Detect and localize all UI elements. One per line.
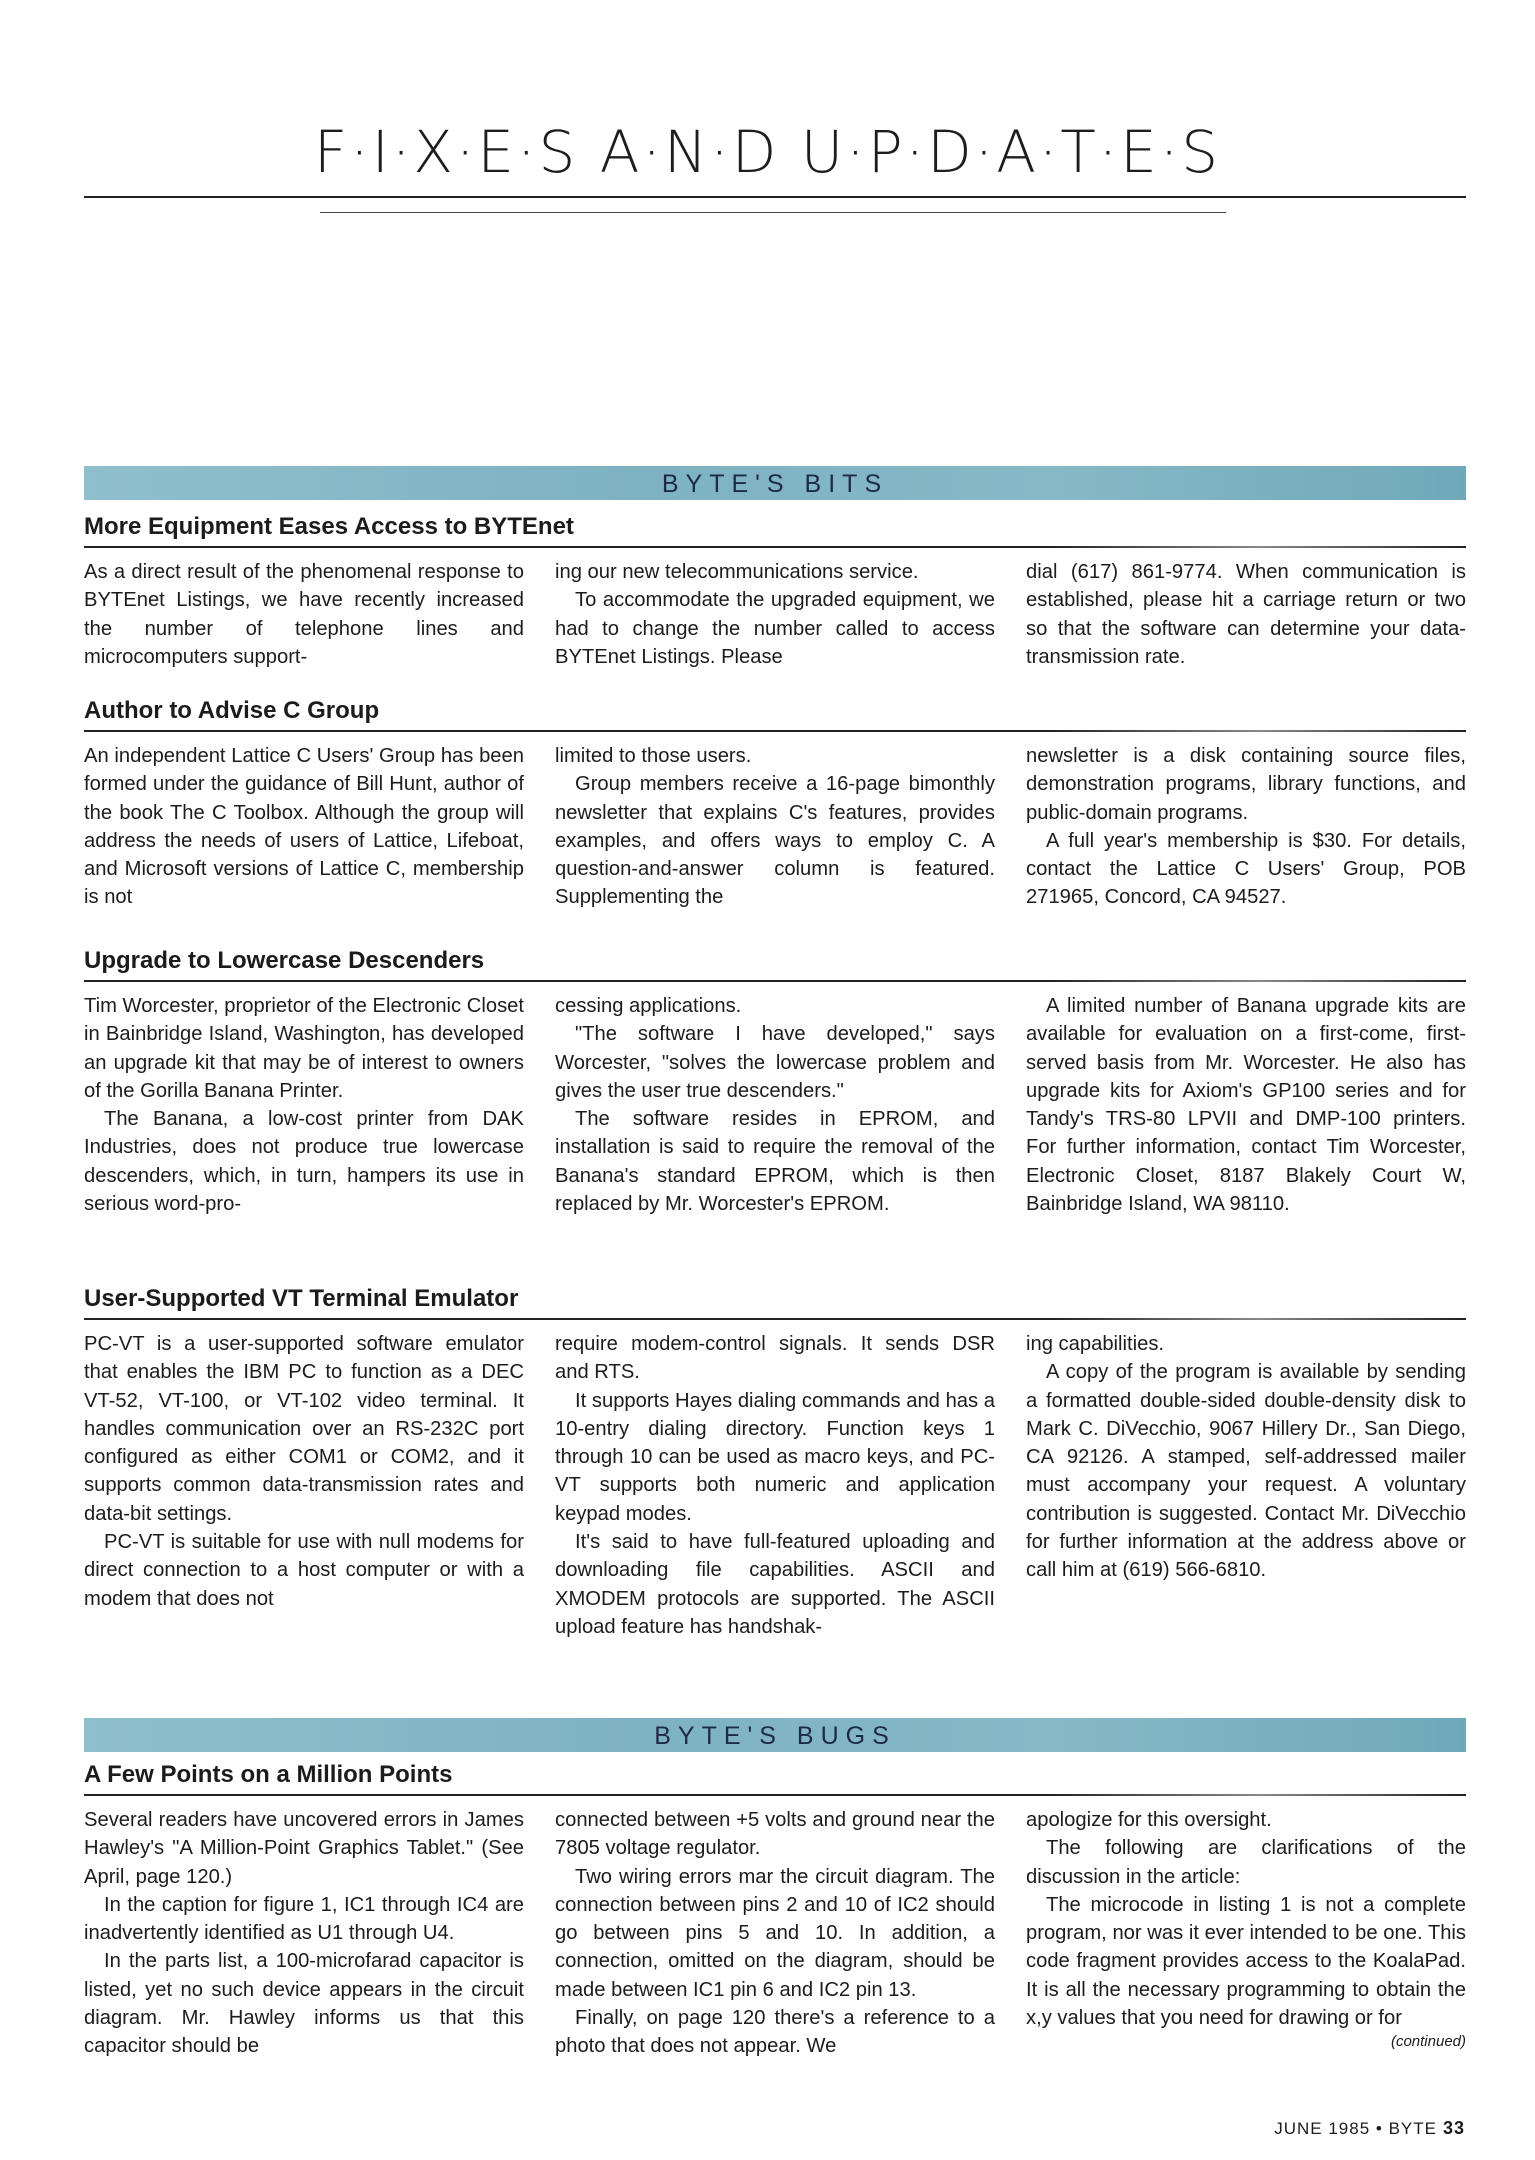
banner-label: BYTE'S BITS	[661, 470, 889, 498]
heading-rule	[84, 546, 1466, 548]
paragraph: connected between +5 volts and ground near the 7805 voltage regulator.	[555, 1809, 995, 1860]
article-columns	[84, 742, 1466, 912]
page-number: 33	[1442, 2118, 1465, 2138]
text-column	[555, 558, 995, 671]
title-rule	[84, 196, 1466, 198]
text-column	[555, 1330, 995, 1641]
page-footer	[1274, 2118, 1465, 2139]
text-column	[84, 992, 524, 1218]
paragraph: The following are clarifications of the discussion in the article:	[1026, 1837, 1466, 1888]
paragraph: To accommodate the upgraded equipment, we had to change the number called to access BYTEnet Listings. Please	[555, 589, 995, 668]
article-columns	[84, 992, 1466, 1218]
article-heading: Author to Advise C Group	[84, 697, 380, 724]
continued-note: (continued)	[1390, 2033, 1466, 2051]
paragraph: An independent Lattice C Users' Group has been formed under the guidance of Bill Hunt, author of the book The C Toolbox. Although the group will address the needs of users of Lattice, Lifeboat, and Microsoft versions of Lattice C, membership is not	[84, 745, 524, 909]
bytes-bugs-banner	[84, 1718, 1466, 1752]
paragraph: ing our new telecommunications service.	[555, 561, 919, 583]
article-bytenet	[84, 510, 1466, 671]
paragraph: Finally, on page 120 there's a reference to a photo that does not appear. We	[555, 2007, 995, 2058]
article-c-group	[84, 694, 1466, 912]
text-column	[555, 742, 995, 912]
heading-rule	[84, 1318, 1466, 1320]
paragraph: limited to those users.	[555, 745, 752, 767]
paragraph: Group members receive a 16-page bimonthly newsletter that explains C's features, provides examples, and offers ways to employ C. A question-and-answer column is featured. Supplementing the	[555, 773, 995, 909]
banner-label: BYTE'S BUGS	[654, 1722, 896, 1750]
heading-rule	[84, 1794, 1466, 1796]
page-title: F·I·X·E·S A·N·D U·P·D·A·T·E·S	[313, 118, 1222, 186]
text-column	[555, 992, 995, 1218]
paragraph: The software resides in EPROM, and installation is said to require the removal of the Banana's standard EPROM, which is then replaced by Mr. Worcester's EPROM.	[555, 1108, 995, 1216]
article-heading: A Few Points on a Million Points	[84, 1761, 453, 1788]
text-column	[84, 1806, 524, 2061]
paragraph: PC-VT is suitable for use with null modems for direct connection to a host computer or with a modem that does not	[84, 1531, 524, 1610]
paragraph: newsletter is a disk containing source files, demonstration programs, library functions, and public-domain programs.	[1026, 745, 1466, 824]
article-columns	[84, 1806, 1466, 2061]
text-column	[1026, 992, 1466, 1218]
article-heading: User-Supported VT Terminal Emulator	[84, 1285, 519, 1312]
article-million-points	[84, 1758, 1466, 2061]
text-column	[1026, 742, 1466, 912]
paragraph: The Banana, a low-cost printer from DAK Industries, does not produce true lowercase descenders, which, in turn, hampers its use in serious word-pro-	[84, 1108, 524, 1216]
text-column	[1026, 1330, 1466, 1641]
paragraph: As a direct result of the phenomenal response to BYTEnet Listings, we have recently increased the number of telephone lines and microcomputers support-	[84, 561, 524, 668]
paragraph: The microcode in listing 1 is not a complete program, nor was it ever intended to be one. This code fragment provides access to the KoalaPad. It is all the necessary programming to obtain the x,y values that you need for drawing or for	[1026, 1893, 1466, 2030]
title-subrule	[320, 212, 1226, 213]
footer-date: JUNE 1985 • BYTE	[1274, 2119, 1437, 2138]
paragraph: A full year's membership is $30. For details, contact the Lattice C Users' Group, POB 271965, Concord, CA 94527.	[1026, 829, 1466, 909]
paragraph: A copy of the program is available by sending a formatted double-sided double-density disk to Mark C. DiVecchio, 9067 Hillery Dr., San Diego, CA 92126. A stamped, self-addressed mailer must accompany your request. A voluntary contribution is suggested. Contact Mr. DiVecchio for further information at the address above or call him at (619) 566-6810.	[1026, 1361, 1466, 1582]
heading-rule	[84, 980, 1466, 982]
text-column	[84, 1330, 524, 1641]
paragraph: It's said to have full-featured uploading and downloading file capabilities. ASCII and XMODEM protocols are supported. The ASCII upload feature has handshak-	[555, 1531, 995, 1638]
paragraph: A limited number of Banana upgrade kits are available for evaluation on a first-come, first-served basis from Mr. Worcester. He also has upgrade kits for Axiom's GP100 series and for Tandy's TRS-80 LPVII and DMP-100 printers. For further information, contact Tim Worcester, Electronic Closet, 8187 Blakely Court W, Bainbridge Island, WA 98110.	[1026, 995, 1466, 1216]
paragraph: Tim Worcester, proprietor of the Electronic Closet in Bainbridge Island, Washington, has developed an upgrade kit that may be of interest to owners of the Gorilla Banana Printer.	[84, 995, 524, 1102]
text-column	[1026, 1806, 1466, 2061]
paragraph: apologize for this oversight.	[1026, 1809, 1272, 1831]
paragraph: PC-VT is a user-supported software emulator that enables the IBM PC to function as a DEC VT-52, VT-100, or VT-102 video terminal. It handles communication over an RS-232C port configured as either COM1 or COM2, and it supports common data-transmission rates and data-bit settings.	[84, 1333, 524, 1525]
text-column	[555, 1806, 995, 2061]
paragraph: require modem-control signals. It sends DSR and RTS.	[555, 1333, 995, 1384]
article-lowercase-descenders	[84, 944, 1466, 1218]
paragraph: In the caption for figure 1, IC1 through IC4 are inadvertently identified as U1 through U4.	[84, 1893, 524, 1945]
paragraph: Several readers have uncovered errors in James Hawley's "A Million-Point Graphics Tablet." (See April, page 120.)	[84, 1809, 524, 1888]
article-vt-emulator	[84, 1282, 1466, 1641]
paragraph: It supports Hayes dialing commands and has a 10-entry dialing directory. Function keys 1 through 10 can be used as macro keys, and PC-VT supports both numeric and application keypad modes.	[555, 1389, 995, 1525]
paragraph: In the parts list, a 100-microfarad capacitor is listed, yet no such device appears in the circuit diagram. Mr. Hawley informs us that this capacitor should be	[84, 1950, 524, 2058]
paragraph: Two wiring errors mar the circuit diagram. The connection between pins 2 and 10 of IC2 should go between pins 5 and 10. In addition, a connection, omitted on the diagram, should be made between IC1 pin 6 and IC2 pin 13.	[555, 1865, 995, 2001]
article-heading: Upgrade to Lowercase Descenders	[84, 947, 485, 974]
paragraph: dial (617) 861-9774. When communication is established, please hit a carriage return or two so that the software can determine your data-transmission rate.	[1026, 561, 1466, 668]
text-column	[84, 558, 524, 671]
paragraph: ing capabilities.	[1026, 1333, 1165, 1355]
bytes-bits-banner	[84, 466, 1466, 500]
heading-rule	[84, 730, 1466, 732]
article-columns	[84, 558, 1466, 671]
text-column	[1026, 558, 1466, 671]
paragraph: cessing applications.	[555, 995, 742, 1017]
paragraph: "The software I have developed," says Worcester, "solves the lowercase problem and gives the user true descenders."	[555, 1023, 995, 1102]
article-heading: More Equipment Eases Access to BYTEnet	[84, 513, 574, 540]
article-columns	[84, 1330, 1466, 1641]
text-column	[84, 742, 524, 912]
